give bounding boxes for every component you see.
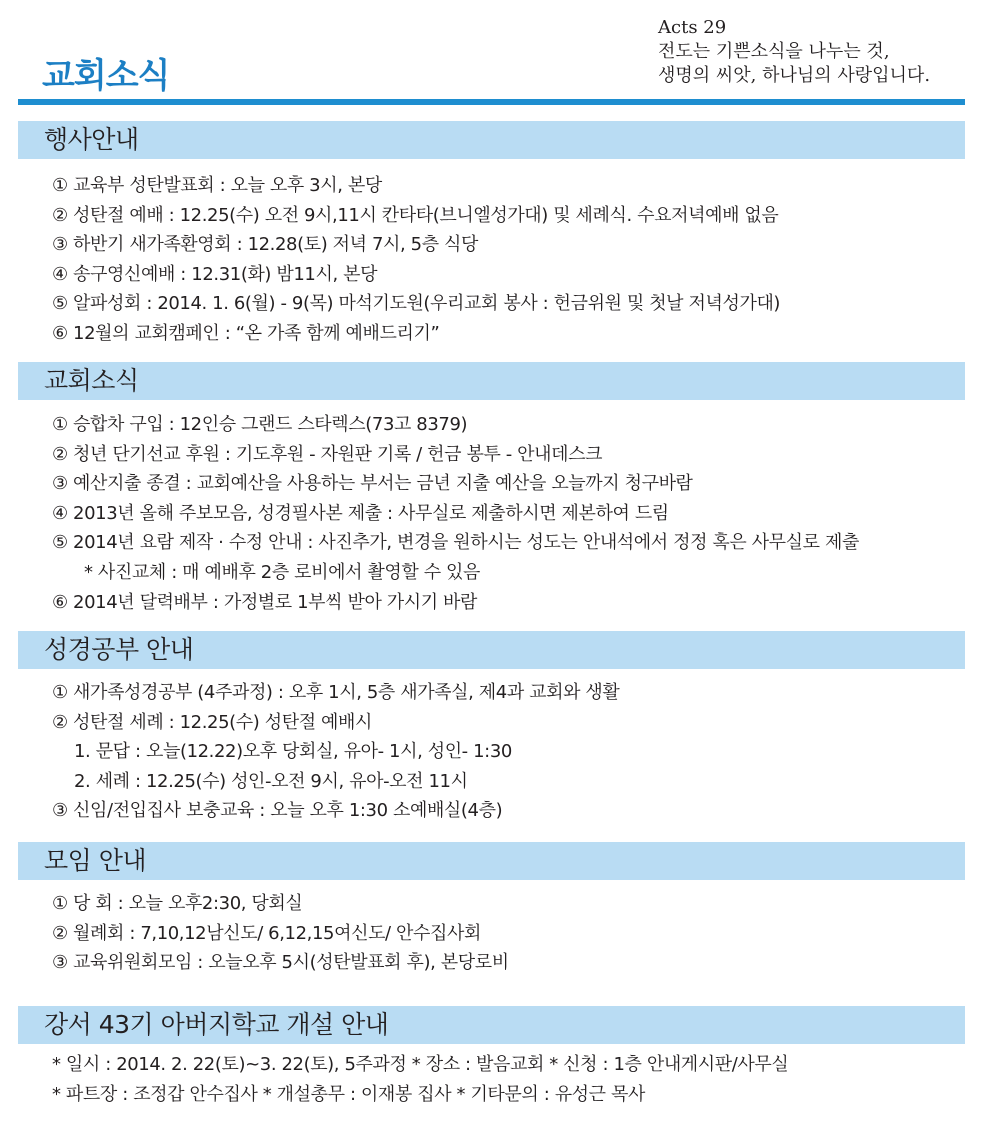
list-item: ⑤ 2014년 요람 제작 · 수정 안내 : 사진추가, 변경을 원하시는 성도는 안내석에서 정정 혹은 사무실로 제출 xyxy=(52,532,859,554)
list-item: ① 교육부 성탄발표회 : 오늘 오후 3시, 본당 xyxy=(52,175,382,196)
section-title: 행사안내 xyxy=(18,121,965,159)
list-item: ② 성탄절 예배 : 12.25(수) 오전 9시,11시 칸타타(브니엘성가대) 및 세례식. 수요저녁예배 없음 xyxy=(52,204,779,226)
item-list xyxy=(18,171,965,349)
list-item: ② 월례회 : 7,10,12남신도/ 6,12,15여신도/ 안수집사회 xyxy=(52,922,481,944)
list-item: ⑤ 알파성회 : 2014. 1. 6(월) - 9(목) 마석기도원(우리교회 봉사 : 헌금위원 및 첫날 저녁성가대) xyxy=(52,293,781,315)
list-item: * 일시 : 2014. 2. 22(토)~3. 22(토), 5주과정 * 장소 : 발음교회 * 신청 : 1층 안내게시판/사무실 xyxy=(52,1054,789,1075)
section-title: 교회소식 xyxy=(18,362,965,400)
list-item: ① 당 회 : 오늘 오후2:30, 당회실 xyxy=(52,893,303,914)
item-list xyxy=(18,1050,965,1109)
header-verse xyxy=(658,16,978,88)
list-item-sub: 2. 세례 : 12.25(수) 성인-오전 9시, 유아-오전 11시 xyxy=(74,770,468,792)
section-church-news xyxy=(18,362,965,617)
list-item: ③ 예산지출 종결 : 교회예산을 사용하는 부서는 금년 지출 예산을 오늘까지 청구바람 xyxy=(52,473,693,495)
section-events xyxy=(18,121,965,349)
list-item: ② 성탄절 세례 : 12.25(수) 성탄절 예배시 xyxy=(52,711,372,733)
header-divider xyxy=(18,99,965,105)
list-item: ① 새가족성경공부 (4주과정) : 오후 1시, 5층 새가족실, 제4과 교회와 생활 xyxy=(52,682,620,703)
list-item-sub: 1. 문답 : 오늘(12.22)오후 당회실, 유아- 1시, 성인- 1:30 xyxy=(74,741,512,763)
list-item: ⑥ 12월의 교회캠페인 : “온 가족 함께 예배드리기” xyxy=(52,322,440,344)
section-bible-study xyxy=(18,631,965,826)
verse-line: 전도는 기쁜소식을 나누는 것, xyxy=(658,41,890,62)
item-list xyxy=(18,889,965,978)
list-item: ③ 하반기 새가족환영회 : 12.28(토) 저녁 7시, 5층 식당 xyxy=(52,234,478,256)
section-title: 성경공부 안내 xyxy=(18,631,965,669)
list-item: ③ 교육위원회모임 : 오늘오후 5시(성탄발표회 후), 본당로비 xyxy=(52,952,509,974)
item-list xyxy=(18,678,965,826)
list-item: ④ 송구영신예배 : 12.31(화) 밤11시, 본당 xyxy=(52,263,378,285)
list-item: ① 승합차 구입 : 12인승 그랜드 스타렉스(73고 8379) xyxy=(52,414,468,435)
list-item: ② 청년 단기선교 후원 : 기도후원 - 자원판 기록 / 헌금 봉투 - 안내데스크 xyxy=(52,443,603,465)
section-meetings xyxy=(18,842,965,978)
list-item: ⑥ 2014년 달력배부 : 가정별로 1부씩 받아 가시기 바람 xyxy=(52,591,478,613)
list-item: ④ 2013년 올해 주보모음, 성경필사본 제출 : 사무실로 제출하시면 제본하여 드림 xyxy=(52,502,669,524)
list-item-note: * 사진교체 : 매 예배후 2층 로비에서 촬영할 수 있음 xyxy=(84,561,480,583)
verse-line: 생명의 씨앗, 하나님의 사랑입니다. xyxy=(658,65,931,86)
section-title: 강서 43기 아버지학교 개설 안내 xyxy=(18,1006,965,1044)
page-title: 교회소식 xyxy=(42,56,170,96)
list-item: ③ 신임/전입집사 보충교육 : 오늘 오후 1:30 소예배실(4층) xyxy=(52,800,503,822)
verse-reference: Acts 29 xyxy=(658,17,727,38)
item-list xyxy=(18,410,965,617)
list-item: * 파트장 : 조정갑 안수집사 * 개설총무 : 이재봉 집사 * 기타문의 : 유성근 목사 xyxy=(52,1083,645,1105)
section-title: 모임 안내 xyxy=(18,842,965,880)
section-father-school xyxy=(18,1006,965,1109)
